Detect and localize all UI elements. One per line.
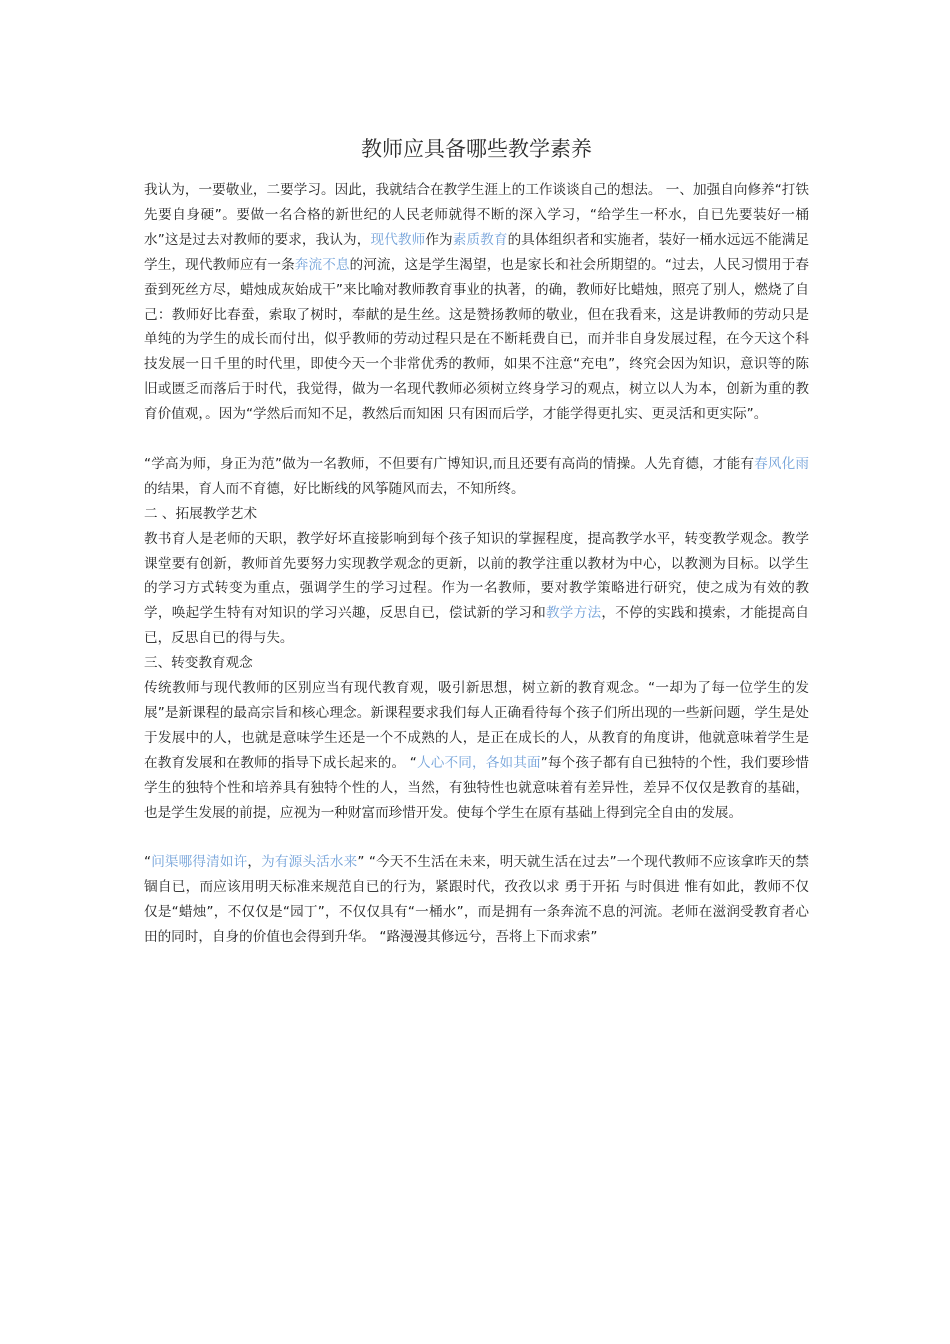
section-heading-2: 二 、拓展教学艺术 — [144, 505, 258, 522]
text-run: 教书育人是老师的天职，教学好坏直接影响到每个孩子知识的掌握程度，提高教学水平，转变教学观念。教学课堂要有创新，教师首先要努力实现教学观念的更新，以前的教学注重以教材为中心，以教测为目标。以学生的学习方式转变为重点，强调学生的学习过程。作为一名教师，要对教学策略进行研究，使之成为有效的教学，唤起学生特有对知识的学习兴趣，反思自已，偿试新的学习和 — [144, 530, 809, 622]
keyword-link[interactable]: 为有源头活水来 — [261, 854, 358, 871]
keyword-link[interactable]: 奔流不息 — [294, 256, 350, 273]
keyword-link[interactable]: 素质教育 — [452, 231, 508, 248]
text-run: ，不停的实践和摸索，才能提高自已，反思自已的得与失。 — [144, 605, 810, 647]
text-run: 的河流，这是学生渴望，也是家长和社会所期望的。“过去，人民习惯用于春蚕到死丝方尽，蜡烛成灰始成干”来比喻对教师教育事业的执著，的确，教师好比蜡烛，照亮了别人，燃烧了自己：教师好比春蚕，索取了树时，奉献的是生丝。这是赞扬教师的敬业，但在我看来，这是讲教师的劳动只是单纯的为学生的成长而付出，似乎教师的劳动过程只是在不断耗费自已，而并非自身发展过程，在今天这个科技发展一日千里的时代里，即使今天一个非常优秀的教师，如果不注意“充电”，终究会因为知识，意识等的陈旧或匮乏而落后于时代，我觉得，做为一名现代教师必须树立终身学习的观点，树立以人为本，创新为重的教育价值观，。因为“学然后而知不足，教然后而知困 只有困而后学，才能学得更扎实、更灵活和更实际”。 — [144, 256, 810, 423]
page-title: 教师应具备哪些教学素养 — [361, 137, 592, 161]
text-run: 的具体组织者和实施者，装好一桶水远远不能满足学生，现代教师应有一条 — [144, 231, 810, 273]
keyword-link[interactable]: 春风化雨 — [754, 455, 810, 472]
text-run: ， — [247, 854, 262, 871]
paragraph-3 — [144, 527, 809, 652]
paragraph-gap — [144, 826, 809, 851]
document-page — [144, 134, 809, 950]
text-run: ” “今天不生活在未来，明天就生活在过去”一个现代教师不应该拿昨天的禁锢自已，而应该用明天标准来规范自已的行为，紧跟时代，孜孜以求 勇于开拓 与时俱进 惟有如此，教师不仅仅是“蜡烛”，不仅仅是“园丁”，不仅仅具有“一桶水”，而是拥有一条奔流不息的河流。老师在滋润受教育者心田的同时，自身的价值也会得到升华。 “路漫漫其修远兮，吾将上下而求索” — [144, 854, 810, 946]
keyword-link[interactable]: 教学方法 — [545, 605, 602, 622]
text-run: 作为 — [425, 231, 453, 248]
keyword-link[interactable]: 人心不同，各如其面 — [416, 754, 541, 771]
paragraph-4 — [144, 676, 809, 825]
section-heading-3: 三、转变教育观念 — [144, 655, 253, 672]
keyword-link[interactable]: 现代教师 — [370, 231, 426, 248]
text-run: ”每个孩子都有自已独特的个性，我们要珍惜学生的独特个性和培养具有独特个性的人，当然，有独特性也就意味着有差异性，差异不仅仅是教育的基础，也是学生发展的前提，应视为一种财富而珍惜开发。使每个学生在原有基础上得到完全自由的发展。 — [144, 754, 810, 821]
text-run: 的结果，育人而不育德，好比断线的风筝随风而去，不知所终。 — [144, 480, 525, 497]
keyword-link[interactable]: 问渠哪得清如许 — [151, 854, 248, 871]
text-run: 传统教师与现代教师的区别应当有现代教育观，吸引新思想，树立新的教育观念。“一却为了每一位学生的发展”是新课程的最高宗旨和核心理念。新课程要求我们每人正确看待每个孩子们所出现的一些新问题，学生是处于发展中的人，也就是意味学生还是一个不成熟的人，是正在成长的人，从教育的角度讲，他就意味着学生是在教育发展和在教师的指导下成长起来的。 “ — [144, 680, 809, 771]
text-run: “ — [144, 854, 152, 871]
paragraph-gap — [144, 427, 809, 452]
paragraph-2 — [144, 452, 809, 502]
paragraph-1 — [144, 178, 809, 427]
paragraph-5 — [144, 850, 809, 950]
text-run: “学高为师，身正为范”做为一名教师，不但要有广博知识,而且还要有高尚的情操。人先育德，才能有 — [144, 455, 755, 472]
text-run: 我认为，一要敬业，二要学习。因此，我就结合在教学生涯上的工作谈谈自己的想法。 一、加强自向修养“打铁先要自身硬”。要做一名合格的新世纪的人民老师就得不断的深入学习，“给学生一杯水，自已先要装好一桶水”这是过去对教师的要求，我认为， — [144, 182, 809, 248]
